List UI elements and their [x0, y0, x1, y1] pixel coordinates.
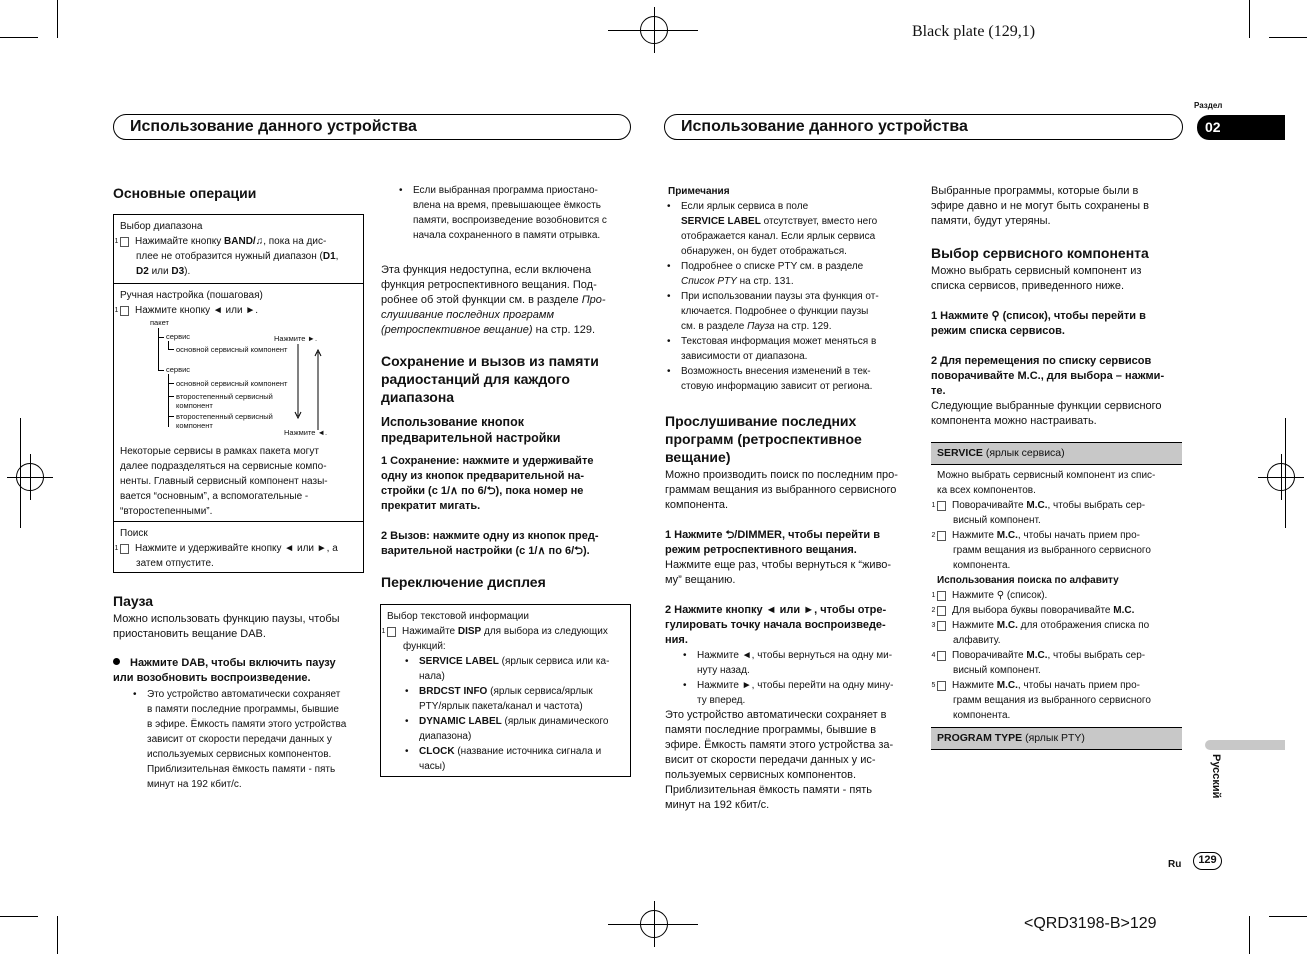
pause-intro: Можно использовать функцию паузы, чтобы приостановить вещание DAB.	[113, 613, 340, 640]
preset-step-1: 1 Сохранение: нажмите и удерживайте одну из кнопок предварительной на- стройки (с 1/∧ по 6/⮌), пока номер не прекратит мигать.	[381, 455, 594, 512]
list-item: • BRDCST INFO (ярлык сервиса/ярлык PTY/ярлык пакета/канал и частота)	[403, 684, 624, 714]
search-title: Поиск	[120, 528, 148, 539]
pause-bullets	[131, 687, 365, 792]
service-function-block	[931, 442, 1182, 750]
select-step-2-note: Следующие выбранные функции сервисного компонента можно настраивать.	[931, 400, 1162, 427]
presets-subtitle: Использование кнопок предварительной настройки	[381, 415, 561, 445]
pause-title: Пауза	[113, 593, 154, 609]
filled-circle-icon	[113, 658, 120, 665]
text-info-step: 1 Нажимайте DISP для выбора из следующих функций:	[381, 626, 608, 652]
timeshift-bullets	[681, 648, 917, 708]
left-header-title: Использование данного устройства	[130, 118, 417, 135]
right-page-header	[664, 114, 1183, 140]
save-recall-title: Сохранение и вызов из памяти радиостанций для каждого диапазона	[381, 353, 599, 405]
footer-code: <QRD3198-B>129	[1024, 915, 1157, 932]
registration-mark-bottom	[640, 910, 668, 938]
diagram-secondary-1a: второстепенный сервисный	[176, 392, 273, 401]
lost-programs-note: Выбранные программы, которые были в эфире давно и не могут быть сохранены в памяти, будут утеряны.	[931, 185, 1149, 227]
alphabet-step-5: 5 Нажмите M.C., чтобы начать прием про- грамм вещания из выбранного сервисного компонента.	[931, 680, 1151, 721]
diagram-secondary-1b: компонент	[176, 401, 213, 410]
diagram-service-2: сервис	[166, 365, 191, 374]
crop-mark	[0, 37, 38, 38]
timeshift-intro: Можно производить поиск по последним про- граммам вещания из выбранного сервисного компонента.	[665, 469, 898, 511]
list-item: • Если ярлык сервиса в поле SERVICE LABEL отсутствует, вместо него отображается канал. Если ярлык сервиса обнаружен, он будет отображаться.	[665, 199, 917, 259]
music-note-icon: ♫	[255, 236, 264, 247]
timeshift-note: Эта функция недоступна, если включена функция ретроспективного вещания. Под- робнее об этой функции см. в разделе Про- слушивание последних программ (ретроспективное вещание) на стр. 129.	[381, 264, 606, 336]
timeshift-step-1: 1 Нажмите ⮌/DIMMER, чтобы перейти в режим ретроспективного вещания.	[665, 529, 881, 556]
manual-tuning-section	[114, 283, 363, 521]
registration-mark-right	[1267, 463, 1295, 491]
registration-mark-top	[640, 16, 668, 44]
diagram-main-component-1: основной сервисный компонент	[176, 345, 288, 354]
list-item: • Подробнее о списке PTY см. в разделе Список PTY на стр. 131.	[665, 259, 917, 289]
section-number-tab: 02	[1197, 115, 1285, 140]
diagram-press-right: Нажмите ►.	[274, 334, 318, 343]
service-function-body: Можно выбрать сервисный компонент из спис- ка всех компонентов. 1 Поворачивайте M.C., чтобы выбрать сер- висный компонент. 2 Нажмите M.C., чтобы начать прием про- грамм вещания из выбранного сервисного компонента. Использования поиска по алфавиту 1 Нажмите ⚲ (список). 2 Для выбора буквы поворачивайте M.C. 3 Нажмите M.C. для отображения списка по алфавиту. 4 Поворачивайте M.C., чтобы выбрать сер- висный компонент. 5 Нажмите M.C., чтобы начать прием про- грамм вещания из выбранного сервисного компонента.	[931, 465, 1182, 727]
column-2	[381, 183, 633, 591]
timeshift-title: Прослушивание последних программ (ретроспективное вещание)	[665, 413, 862, 465]
service-bar: SERVICE (ярлык сервиса)	[931, 442, 1182, 465]
text-info-options	[403, 654, 624, 774]
column-3	[665, 184, 917, 813]
pause-continued-bullets	[397, 183, 633, 243]
crop-mark	[1249, 0, 1250, 38]
notes-title: Примечания	[668, 186, 730, 197]
timeshift-step-2: 2 Нажмите кнопку ◄ или ►, чтобы отре- гулировать точку начала воспроизведе- ния.	[665, 604, 887, 646]
list-item: • Текстовая информация может меняться в зависимости от диапазона.	[665, 334, 917, 364]
plate-label: Black plate (129,1)	[912, 23, 1036, 40]
language-tab	[1205, 740, 1285, 750]
pause-step: Нажмите DAB, чтобы включить паузу или возобновить воспроизведение.	[113, 657, 336, 684]
alphabet-step-2: 2 Для выбора буквы поворачивайте M.C.	[931, 605, 1135, 616]
crop-mark	[57, 916, 58, 954]
diagram-press-left: Нажмите ◄.	[284, 428, 328, 437]
program-type-bar: PROGRAM TYPE (ярлык PTY)	[931, 727, 1182, 750]
pause-section	[113, 592, 365, 792]
select-component-intro: Можно выбрать сервисный компонент из списка сервисов, приведенного ниже.	[931, 265, 1142, 292]
display-switch-title: Переключение дисплея	[381, 574, 546, 590]
service-step-2: 2 Нажмите M.C., чтобы начать прием про- грамм вещания из выбранного сервисного компонента.	[931, 530, 1151, 571]
diagram-service-1: сервис	[166, 332, 191, 341]
band-select-section	[114, 215, 363, 283]
search-section	[114, 521, 363, 575]
crop-mark	[0, 916, 38, 917]
preset-step-2: 2 Вызов: нажмите одну из кнопок пред- варительной настройки (с 1/∧ по 6/⮌).	[381, 530, 599, 557]
service-step-1: 1 Поворачивайте M.C., чтобы выбрать сер- висный компонент.	[931, 500, 1146, 526]
list-item: • CLOCK (название источника сигнала и часы)	[403, 744, 624, 774]
diagram-main-component-2: основной сервисный компонент	[176, 379, 288, 388]
select-component-title: Выбор сервисного компонента	[931, 245, 1149, 261]
manual-tuning-step: 1 Нажмите кнопку ◄ или ►.	[114, 305, 259, 316]
language-code: Ru	[1168, 859, 1182, 870]
left-page-header	[113, 114, 631, 140]
diagram-packet: пакет	[150, 318, 169, 327]
crop-mark	[57, 0, 58, 38]
crop-mark	[1269, 37, 1307, 38]
band-select-step: 1 Нажимайте кнопку BAND/♫, пока на дис- плее не отобразится нужный диапазон (D1, D2 или D3).	[114, 236, 339, 277]
list-item: • При использовании паузы эта функция от- ключается. Подробнее о функции паузы см. в разделе Пауза на стр. 129.	[665, 289, 917, 334]
select-step-2: 2 Для перемещения по списку сервисов поворачивайте M.C., для выбора – нажми- те.	[931, 355, 1165, 397]
section-title-basic-operations: Основные операции	[113, 185, 257, 201]
right-header-title: Использование данного устройства	[681, 118, 968, 135]
list-item: • Это устройство автоматически сохраняет в памяти последние программы, бывшие в эфире. Ёмкость памяти этого устройства зависит от скорости передачи данных у используемых сервисных компонентов. Приблизительная ёмкость памяти - пять минут на 192 кбит/с.	[131, 687, 365, 792]
column-4	[931, 184, 1183, 429]
section-label: Раздел	[1194, 101, 1223, 110]
manual-tuning-title: Ручная настройка (пошаговая)	[120, 290, 263, 301]
list-item: • Нажмите ►, чтобы перейти на одну мину- ту вперед.	[681, 678, 917, 708]
select-step-1: 1 Нажмите ⚲ (список), чтобы перейти в режим списка сервисов.	[931, 310, 1146, 337]
list-item: • SERVICE LABEL (ярлык сервиса или ка- нала)	[403, 654, 624, 684]
service-hierarchy-diagram	[144, 318, 354, 436]
notes-list	[665, 199, 917, 394]
text-info-title: Выбор текстовой информации	[387, 611, 529, 622]
alphabet-search-title: Использования поиска по алфавиту	[937, 575, 1119, 586]
diagram-secondary-2b: компонент	[176, 421, 213, 430]
service-component-note: Некоторые сервисы в рамках пакета могут далее подразделяться на сервисные компо- ненты. Главный сервисный компонент назы- вается “основным”, а вспомогательные - “второстепенными”.	[120, 446, 328, 517]
band-select-title: Выбор диапазона	[120, 221, 203, 232]
alphabet-step-4: 4 Поворачивайте M.C., чтобы выбрать сер- висный компонент.	[931, 650, 1146, 676]
basic-operations-box	[113, 214, 364, 573]
search-step: 1 Нажмите и удерживайте кнопку ◄ или ►, а затем отпустите.	[114, 543, 338, 569]
crop-mark	[1269, 916, 1307, 917]
crop-mark	[1249, 916, 1250, 954]
timeshift-memory-note: Это устройство автоматически сохраняет в памяти последние программы, бывшие в эфире. Ёмкость памяти этого устройства за- висит от скорости передачи данных у ис- пользуемых сервисных компонентов. Приблизительная ёмкость памяти - пять минут на 192 кбит/с.	[665, 709, 894, 811]
list-item: • Нажмите ◄, чтобы вернуться на одну ми- нуту назад.	[681, 648, 917, 678]
list-item: • DYNAMIC LABEL (ярлык динамического диапазона)	[403, 714, 624, 744]
diagram-arrows	[292, 342, 326, 432]
page-number: 129	[1193, 852, 1222, 870]
diagram-secondary-2a: второстепенный сервисный	[176, 412, 273, 421]
text-info-box	[380, 604, 631, 777]
list-item: • Если выбранная программа приостано- влена на время, превышающее ёмкость памяти, воспроизведение возобновится с начала сохраненного в памяти отрывка.	[397, 183, 633, 243]
timeshift-step-1-note: Нажмите еще раз, чтобы вернуться к “живо- му” вещанию.	[665, 559, 892, 586]
alphabet-step-3: 3 Нажмите M.C. для отображения списка по алфавиту.	[931, 620, 1150, 646]
list-item: • Возможность внесения изменений в тек- стовую информацию зависит от региона.	[665, 364, 917, 394]
alphabet-step-1: 1 Нажмите ⚲ (список).	[931, 590, 1048, 601]
registration-mark-left	[16, 463, 44, 491]
column-1	[113, 184, 365, 202]
language-label: Русский	[1210, 754, 1222, 799]
